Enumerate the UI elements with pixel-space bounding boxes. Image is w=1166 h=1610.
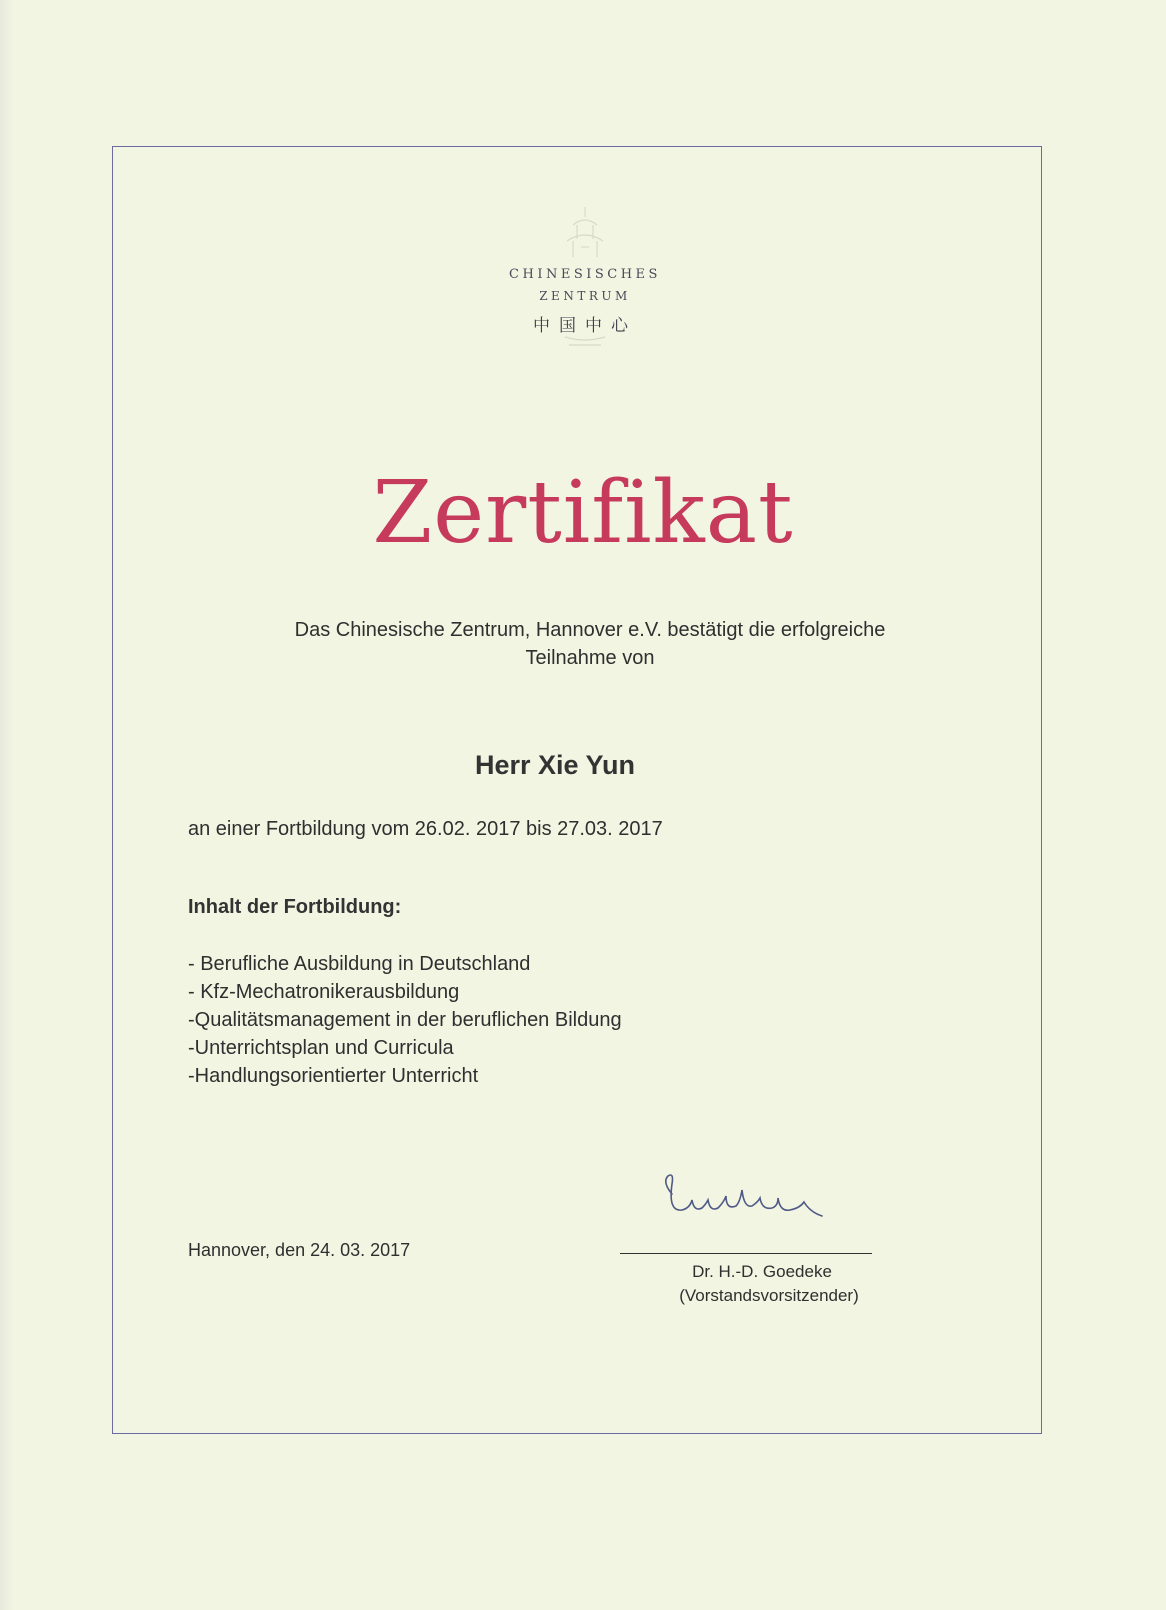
- list-item: -Qualitätsmanagement in der beruflichen Bildung: [188, 1009, 622, 1031]
- list-item: - Berufliche Ausbildung in Deutschland: [188, 953, 531, 975]
- signature-line: [620, 1253, 872, 1254]
- handwritten-signature: [660, 1172, 850, 1232]
- content-list: [188, 950, 622, 1090]
- pagoda-watermark-icon: [555, 205, 615, 360]
- intro-line2: Teilnahme von: [525, 647, 655, 669]
- logo-text-line1: CHINESISCHES: [509, 267, 661, 282]
- list-item: -Unterrichtsplan und Curricula: [188, 1037, 454, 1059]
- recipient-name: Herr Xie Yun: [474, 750, 636, 780]
- intro-line1: Das Chinesische Zentrum, Hannover e.V. bestätigt die erfolgreiche: [294, 619, 886, 641]
- place-and-date: Hannover, den 24. 03. 2017: [188, 1240, 411, 1260]
- signer-role: (Vorstandsvorsitzender): [679, 1286, 859, 1305]
- content-heading: Inhalt der Fortbildung:: [188, 896, 402, 918]
- list-item: - Kfz-Mechatronikerausbildung: [188, 981, 460, 1003]
- organization-logo: [440, 205, 730, 365]
- list-item: -Handlungsorientierter Unterricht: [188, 1065, 479, 1087]
- logo-text-line2: ZENTRUM: [539, 289, 631, 303]
- training-period: an einer Fortbildung vom 26.02. 2017 bis 27.03. 2017: [188, 818, 663, 840]
- certificate-intro: [140, 616, 1040, 672]
- signer-name: Dr. H.-D. Goedeke: [692, 1262, 832, 1281]
- certificate-title: Zertifikat: [372, 463, 794, 563]
- paper-edge: [0, 0, 14, 1610]
- logo-text-chinese: 中国中心: [533, 316, 637, 336]
